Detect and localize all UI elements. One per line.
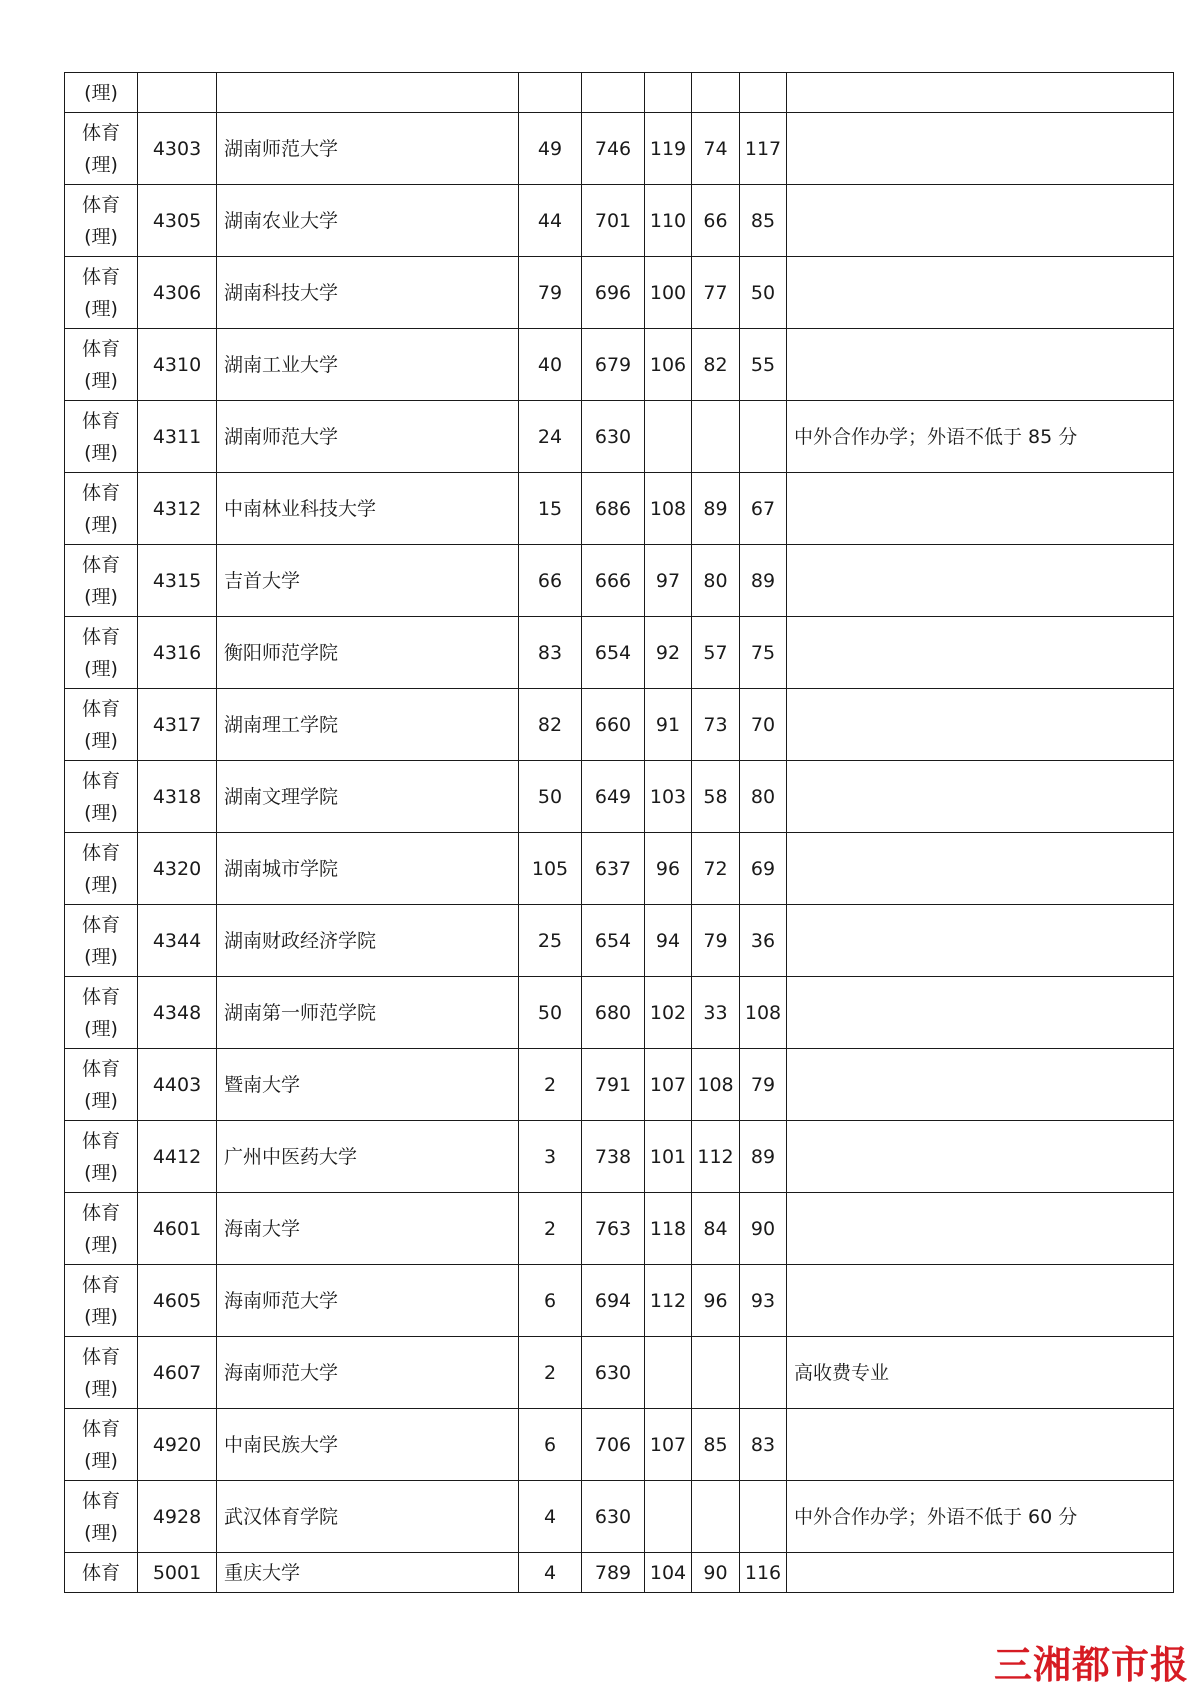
score-cell: 92: [645, 617, 692, 689]
note-cell: [787, 185, 1174, 257]
table-row: [65, 113, 1174, 185]
total-score-cell: [582, 73, 645, 113]
category-cell: [65, 1481, 138, 1553]
score-cell: 66: [692, 185, 740, 257]
school-name-cell: 暨南大学: [217, 1049, 519, 1121]
total-score-cell: 696: [582, 257, 645, 329]
school-name-cell: 湖南农业大学: [217, 185, 519, 257]
note-cell: [787, 905, 1174, 977]
category-cell: [65, 401, 138, 473]
category-line: 体育: [81, 337, 120, 360]
note-cell: [787, 113, 1174, 185]
score-cell: 89: [740, 1121, 787, 1193]
score-cell: 119: [645, 113, 692, 185]
category-line: (理): [84, 225, 118, 248]
category-line: (理): [84, 369, 118, 392]
score-cell: 89: [692, 473, 740, 545]
note-cell: [787, 73, 1174, 113]
school-name-cell: 广州中医药大学: [217, 1121, 519, 1193]
plan-cell: 25: [519, 905, 582, 977]
table-row: [65, 1193, 1174, 1265]
category-cell: [65, 689, 138, 761]
score-cell: 72: [692, 833, 740, 905]
score-cell: [692, 1337, 740, 1409]
plan-cell: 6: [519, 1409, 582, 1481]
category-cell: [65, 1409, 138, 1481]
note-cell: [787, 257, 1174, 329]
note-cell: [787, 761, 1174, 833]
code-cell: 5001: [138, 1553, 217, 1593]
score-cell: 75: [740, 617, 787, 689]
category-cell: [65, 1121, 138, 1193]
school-name-cell: 湖南科技大学: [217, 257, 519, 329]
score-cell: 91: [645, 689, 692, 761]
total-score-cell: 791: [582, 1049, 645, 1121]
total-score-cell: 694: [582, 1265, 645, 1337]
score-cell: 96: [645, 833, 692, 905]
school-name-cell: 中南民族大学: [217, 1409, 519, 1481]
score-cell: 67: [740, 473, 787, 545]
note-cell: [787, 1409, 1174, 1481]
category-cell: [65, 1265, 138, 1337]
score-cell: 89: [740, 545, 787, 617]
category-line: 体育: [81, 1345, 120, 1368]
total-score-cell: 738: [582, 1121, 645, 1193]
score-cell: 79: [740, 1049, 787, 1121]
score-cell: 85: [740, 185, 787, 257]
score-cell: 50: [740, 257, 787, 329]
score-cell: 104: [645, 1553, 692, 1593]
score-cell: 97: [645, 545, 692, 617]
code-cell: 4315: [138, 545, 217, 617]
school-name-cell: 海南师范大学: [217, 1337, 519, 1409]
school-name-cell: 重庆大学: [217, 1553, 519, 1593]
score-cell: 107: [645, 1409, 692, 1481]
code-cell: 4320: [138, 833, 217, 905]
code-cell: 4305: [138, 185, 217, 257]
school-name-cell: 湖南文理学院: [217, 761, 519, 833]
category-line: (理): [84, 585, 118, 608]
category-line: 体育: [81, 1201, 120, 1224]
note-cell: [787, 473, 1174, 545]
category-line: (理): [84, 945, 118, 968]
score-cell: 110: [645, 185, 692, 257]
category-cell: [65, 473, 138, 545]
score-cell: 94: [645, 905, 692, 977]
category-line: 体育: [81, 481, 120, 504]
plan-cell: 24: [519, 401, 582, 473]
code-cell: 4303: [138, 113, 217, 185]
category-line: 体育: [81, 697, 120, 720]
score-cell: 33: [692, 977, 740, 1049]
plan-cell: 2: [519, 1337, 582, 1409]
note-cell: [787, 977, 1174, 1049]
plan-cell: 2: [519, 1049, 582, 1121]
note-cell: 中外合作办学；外语不低于 85 分: [787, 401, 1174, 473]
code-cell: 4317: [138, 689, 217, 761]
school-name-cell: 湖南师范大学: [217, 401, 519, 473]
score-cell: 96: [692, 1265, 740, 1337]
category-cell: [65, 73, 138, 113]
category-cell: [65, 545, 138, 617]
code-cell: 4412: [138, 1121, 217, 1193]
category-line: (理): [84, 1449, 118, 1472]
plan-cell: 6: [519, 1265, 582, 1337]
table-row: [65, 257, 1174, 329]
score-cell: 108: [740, 977, 787, 1049]
category-line: (理): [84, 657, 118, 680]
note-cell: [787, 1121, 1174, 1193]
score-cell: 80: [692, 545, 740, 617]
score-cell: [692, 1481, 740, 1553]
school-name-cell: 湖南第一师范学院: [217, 977, 519, 1049]
score-cell: 118: [645, 1193, 692, 1265]
category-line: 体育: [81, 553, 120, 576]
score-cell: 107: [645, 1049, 692, 1121]
score-cell: 83: [740, 1409, 787, 1481]
note-cell: [787, 329, 1174, 401]
category-line: 体育: [81, 193, 120, 216]
category-line: (理): [84, 1521, 118, 1544]
score-cell: 79: [692, 905, 740, 977]
category-line: (理): [84, 513, 118, 536]
score-cell: 58: [692, 761, 740, 833]
plan-cell: 50: [519, 977, 582, 1049]
table-row: [65, 545, 1174, 617]
category-line: 体育: [81, 121, 120, 144]
category-line: (理): [84, 1161, 118, 1184]
table-row: [65, 833, 1174, 905]
note-cell: 中外合作办学；外语不低于 60 分: [787, 1481, 1174, 1553]
score-cell: 116: [740, 1553, 787, 1593]
code-cell: [138, 73, 217, 113]
score-cell: 74: [692, 113, 740, 185]
category-line: (理): [84, 1089, 118, 1112]
score-cell: [645, 1481, 692, 1553]
table-body: [65, 73, 1174, 1593]
table-row: [65, 401, 1174, 473]
table-row: [65, 185, 1174, 257]
total-score-cell: 746: [582, 113, 645, 185]
category-line: (理): [84, 153, 118, 176]
newspaper-watermark-logo: 三湘都市报: [993, 1643, 1189, 1687]
score-cell: [692, 401, 740, 473]
plan-cell: 105: [519, 833, 582, 905]
school-name-cell: 海南大学: [217, 1193, 519, 1265]
code-cell: 4316: [138, 617, 217, 689]
category-line: 体育: [81, 841, 120, 864]
note-cell: [787, 617, 1174, 689]
table-row: [65, 329, 1174, 401]
category-line: (理): [84, 1377, 118, 1400]
table-row: [65, 1265, 1174, 1337]
code-cell: 4318: [138, 761, 217, 833]
category-cell: [65, 1049, 138, 1121]
score-cell: [645, 401, 692, 473]
score-cell: [692, 73, 740, 113]
table-row: [65, 1409, 1174, 1481]
note-cell: [787, 1049, 1174, 1121]
score-cell: 100: [645, 257, 692, 329]
category-cell: [65, 833, 138, 905]
category-line: 体育: [81, 265, 120, 288]
total-score-cell: 654: [582, 617, 645, 689]
plan-cell: 82: [519, 689, 582, 761]
score-cell: 90: [740, 1193, 787, 1265]
table-row: [65, 73, 1174, 113]
table-row: [65, 617, 1174, 689]
score-cell: 84: [692, 1193, 740, 1265]
score-cell: 70: [740, 689, 787, 761]
category-cell: [65, 617, 138, 689]
plan-cell: 4: [519, 1481, 582, 1553]
score-cell: 93: [740, 1265, 787, 1337]
note-cell: [787, 689, 1174, 761]
score-cell: [645, 1337, 692, 1409]
plan-cell: 3: [519, 1121, 582, 1193]
category-line: 体育: [81, 913, 120, 936]
total-score-cell: 666: [582, 545, 645, 617]
note-cell: 高收费专业: [787, 1337, 1174, 1409]
category-line: (理): [84, 801, 118, 824]
code-cell: 4601: [138, 1193, 217, 1265]
plan-cell: 50: [519, 761, 582, 833]
table-row: [65, 1049, 1174, 1121]
plan-cell: 15: [519, 473, 582, 545]
score-cell: 101: [645, 1121, 692, 1193]
total-score-cell: 763: [582, 1193, 645, 1265]
school-name-cell: 湖南理工学院: [217, 689, 519, 761]
table-row: [65, 905, 1174, 977]
school-name-cell: 湖南工业大学: [217, 329, 519, 401]
category-cell: [65, 1193, 138, 1265]
plan-cell: 66: [519, 545, 582, 617]
total-score-cell: 630: [582, 1481, 645, 1553]
note-cell: [787, 1193, 1174, 1265]
total-score-cell: 649: [582, 761, 645, 833]
note-cell: [787, 1265, 1174, 1337]
code-cell: 4312: [138, 473, 217, 545]
score-cell: [740, 401, 787, 473]
category-line: 体育: [81, 625, 120, 648]
score-cell: [645, 73, 692, 113]
table-row: [65, 1121, 1174, 1193]
school-name-cell: 湖南财政经济学院: [217, 905, 519, 977]
table-row: [65, 977, 1174, 1049]
score-cell: [740, 73, 787, 113]
score-cell: 55: [740, 329, 787, 401]
code-cell: 4605: [138, 1265, 217, 1337]
category-line: 体育: [81, 1417, 120, 1440]
table-row: [65, 1481, 1174, 1553]
score-cell: 36: [740, 905, 787, 977]
category-line: (理): [84, 729, 118, 752]
score-cell: 57: [692, 617, 740, 689]
total-score-cell: 660: [582, 689, 645, 761]
table-row: [65, 1553, 1174, 1593]
school-name-cell: 湖南城市学院: [217, 833, 519, 905]
score-cell: 82: [692, 329, 740, 401]
code-cell: 4348: [138, 977, 217, 1049]
score-cell: 106: [645, 329, 692, 401]
category-line: (理): [84, 1017, 118, 1040]
score-cell: 108: [645, 473, 692, 545]
total-score-cell: 686: [582, 473, 645, 545]
note-cell: [787, 833, 1174, 905]
score-cell: [740, 1337, 787, 1409]
table-row: [65, 1337, 1174, 1409]
category-line: (理): [84, 1233, 118, 1256]
category-cell: [65, 257, 138, 329]
code-cell: 4403: [138, 1049, 217, 1121]
total-score-cell: 789: [582, 1553, 645, 1593]
admission-score-table: [64, 72, 1174, 1593]
score-cell: 112: [645, 1265, 692, 1337]
total-score-cell: 654: [582, 905, 645, 977]
table-row: [65, 761, 1174, 833]
category-cell: [65, 1553, 138, 1593]
score-cell: 73: [692, 689, 740, 761]
school-name-cell: 中南林业科技大学: [217, 473, 519, 545]
score-cell: 102: [645, 977, 692, 1049]
plan-cell: 79: [519, 257, 582, 329]
plan-cell: 40: [519, 329, 582, 401]
plan-cell: 2: [519, 1193, 582, 1265]
category-line: (理): [84, 873, 118, 896]
code-cell: 4310: [138, 329, 217, 401]
category-cell: [65, 329, 138, 401]
score-cell: 117: [740, 113, 787, 185]
category-line: 体育: [81, 985, 120, 1008]
total-score-cell: 706: [582, 1409, 645, 1481]
category-line: 体育: [81, 1273, 120, 1296]
category-line: (理): [84, 1305, 118, 1328]
category-line: 体育: [81, 409, 120, 432]
code-cell: 4920: [138, 1409, 217, 1481]
school-name-cell: 吉首大学: [217, 545, 519, 617]
table-row: [65, 689, 1174, 761]
note-cell: [787, 1553, 1174, 1593]
category-line: 体育: [81, 1057, 120, 1080]
category-cell: [65, 1337, 138, 1409]
school-name-cell: 湖南师范大学: [217, 113, 519, 185]
category-line: (理): [84, 441, 118, 464]
code-cell: 4344: [138, 905, 217, 977]
code-cell: 4607: [138, 1337, 217, 1409]
note-cell: [787, 545, 1174, 617]
total-score-cell: 637: [582, 833, 645, 905]
school-name-cell: [217, 73, 519, 113]
school-name-cell: 海南师范大学: [217, 1265, 519, 1337]
table-row: [65, 473, 1174, 545]
category-line: 体育: [81, 769, 120, 792]
total-score-cell: 630: [582, 401, 645, 473]
category-cell: [65, 977, 138, 1049]
code-cell: 4311: [138, 401, 217, 473]
score-cell: 85: [692, 1409, 740, 1481]
score-cell: 108: [692, 1049, 740, 1121]
category-cell: [65, 185, 138, 257]
total-score-cell: 701: [582, 185, 645, 257]
plan-cell: 49: [519, 113, 582, 185]
score-cell: 90: [692, 1553, 740, 1593]
code-cell: 4928: [138, 1481, 217, 1553]
plan-cell: 44: [519, 185, 582, 257]
category-cell: [65, 761, 138, 833]
category-line: 体育: [81, 1561, 120, 1584]
category-cell: [65, 113, 138, 185]
code-cell: 4306: [138, 257, 217, 329]
plan-cell: [519, 73, 582, 113]
score-cell: [740, 1481, 787, 1553]
plan-cell: 4: [519, 1553, 582, 1593]
plan-cell: 83: [519, 617, 582, 689]
category-cell: [65, 905, 138, 977]
category-line: (理): [84, 81, 118, 104]
category-line: 体育: [81, 1489, 120, 1512]
school-name-cell: 衡阳师范学院: [217, 617, 519, 689]
total-score-cell: 679: [582, 329, 645, 401]
score-cell: 103: [645, 761, 692, 833]
total-score-cell: 630: [582, 1337, 645, 1409]
school-name-cell: 武汉体育学院: [217, 1481, 519, 1553]
total-score-cell: 680: [582, 977, 645, 1049]
category-line: (理): [84, 297, 118, 320]
score-cell: 112: [692, 1121, 740, 1193]
score-cell: 80: [740, 761, 787, 833]
category-line: 体育: [81, 1129, 120, 1152]
score-cell: 77: [692, 257, 740, 329]
score-cell: 69: [740, 833, 787, 905]
